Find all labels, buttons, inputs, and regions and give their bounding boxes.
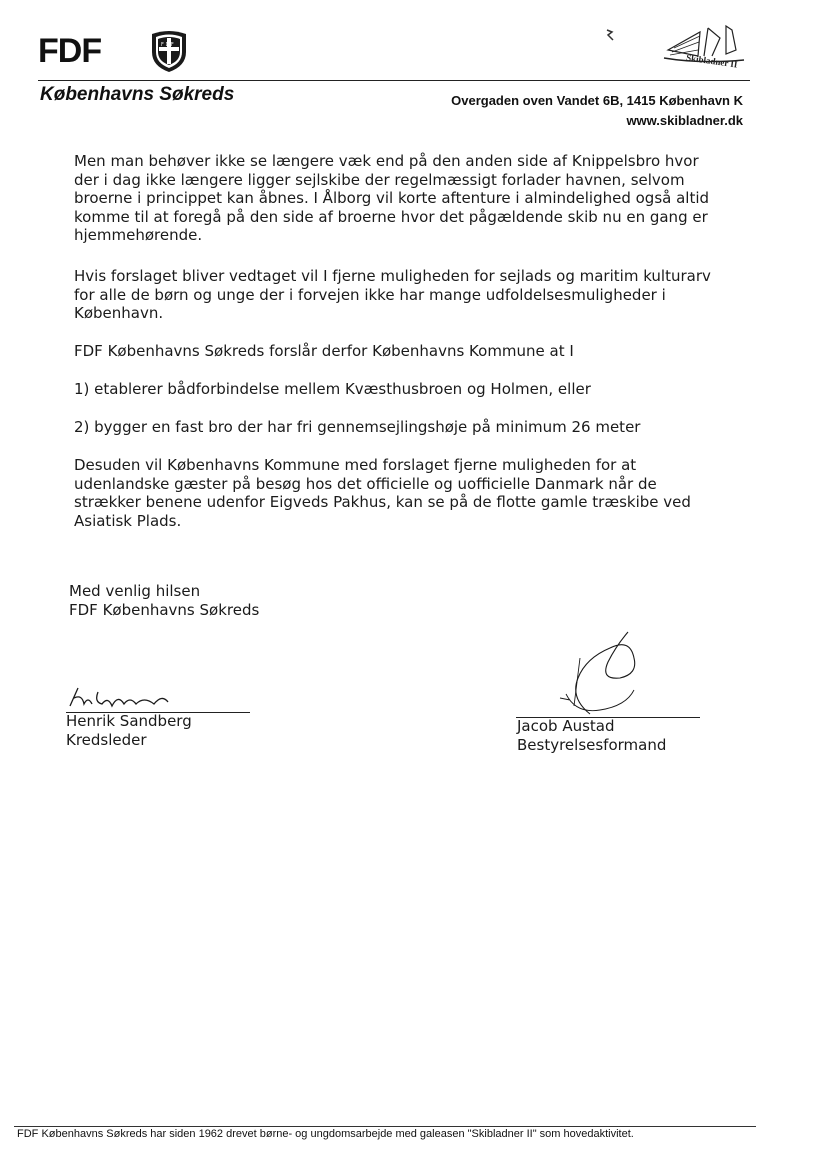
paragraph-guests: Desuden vil Københavns Kommune med forslaget fjerne muligheden for at udenlandske gæster på besøg hos det officielle og uofficielle Danmark når de strækker benene udenfor Eigveds Pakhus, kan se på de flotte gamle træskibe ved Asiatisk Plads. [74, 456, 691, 530]
signatory-left-name: Henrik Sandberg [66, 712, 192, 730]
ship-name-label: Skibladner II [685, 52, 739, 70]
emblem-letters: F D F [161, 42, 174, 48]
paragraph-proposal: FDF Københavns Søkreds forslår derfor Københavns Kommune at I [74, 342, 574, 360]
closing-block [69, 582, 259, 620]
signature-henrik-icon [64, 682, 184, 712]
signatory-left [66, 712, 192, 750]
fdf-shield-emblem-icon [146, 28, 192, 74]
signatory-right-name: Jacob Austad [517, 717, 615, 735]
scan-mark-icon [605, 28, 615, 42]
closing-greeting: Med venlig hilsen [69, 582, 201, 600]
paragraph-consequence: Hvis forslaget bliver vedtaget vil I fjerne muligheden for sejlads og maritim kulturarv for alle de børn og unge der i forvejen ikke har mange udfoldelsesmuligheder i København. [74, 267, 711, 322]
signature-jacob-icon [530, 618, 660, 722]
org-address: Overgaden oven Vandet 6B, 1415 København K [451, 93, 743, 108]
closing-sender: FDF Københavns Søkreds [69, 601, 260, 619]
signatory-right [517, 717, 666, 755]
proposal-item-2: 2) bygger en fast bro der har fri gennemsejlingshøje på minimum 26 meter [74, 418, 641, 436]
sailing-ship-logo-icon [660, 20, 750, 82]
header-rule [38, 80, 750, 81]
signatory-left-title: Kredsleder [66, 731, 147, 749]
signatory-right-title: Bestyrelsesformand [517, 736, 667, 754]
org-name: Københavns Søkreds [40, 84, 235, 105]
proposal-item-1: 1) etablerer bådforbindelse mellem Kvæsthusbroen og Holmen, eller [74, 380, 591, 398]
footer-rule [14, 1126, 756, 1127]
fdf-logo-wordmark: FDF [38, 32, 102, 70]
org-website: www.skibladner.dk [626, 113, 743, 128]
paragraph-knippelsbro: Men man behøver ikke se længere væk end på den anden side af Knippelsbro hvor der i dag ikke længere ligger sejlskibe der regelmæssigt forlader havnen, selvom broerne i princippet kan åbnes. I Ålborg vil korte aftenture i almindelighed også altid komme til at foregå på den side af broerne hvor det pågældende skib nu en gang er hjemmehørende. [74, 152, 710, 244]
footer-text: FDF Københavns Søkreds har siden 1962 drevet børne- og ungdomsarbejde med galeasen "Skibladner II" som hovedaktivitet. [17, 1128, 634, 1140]
